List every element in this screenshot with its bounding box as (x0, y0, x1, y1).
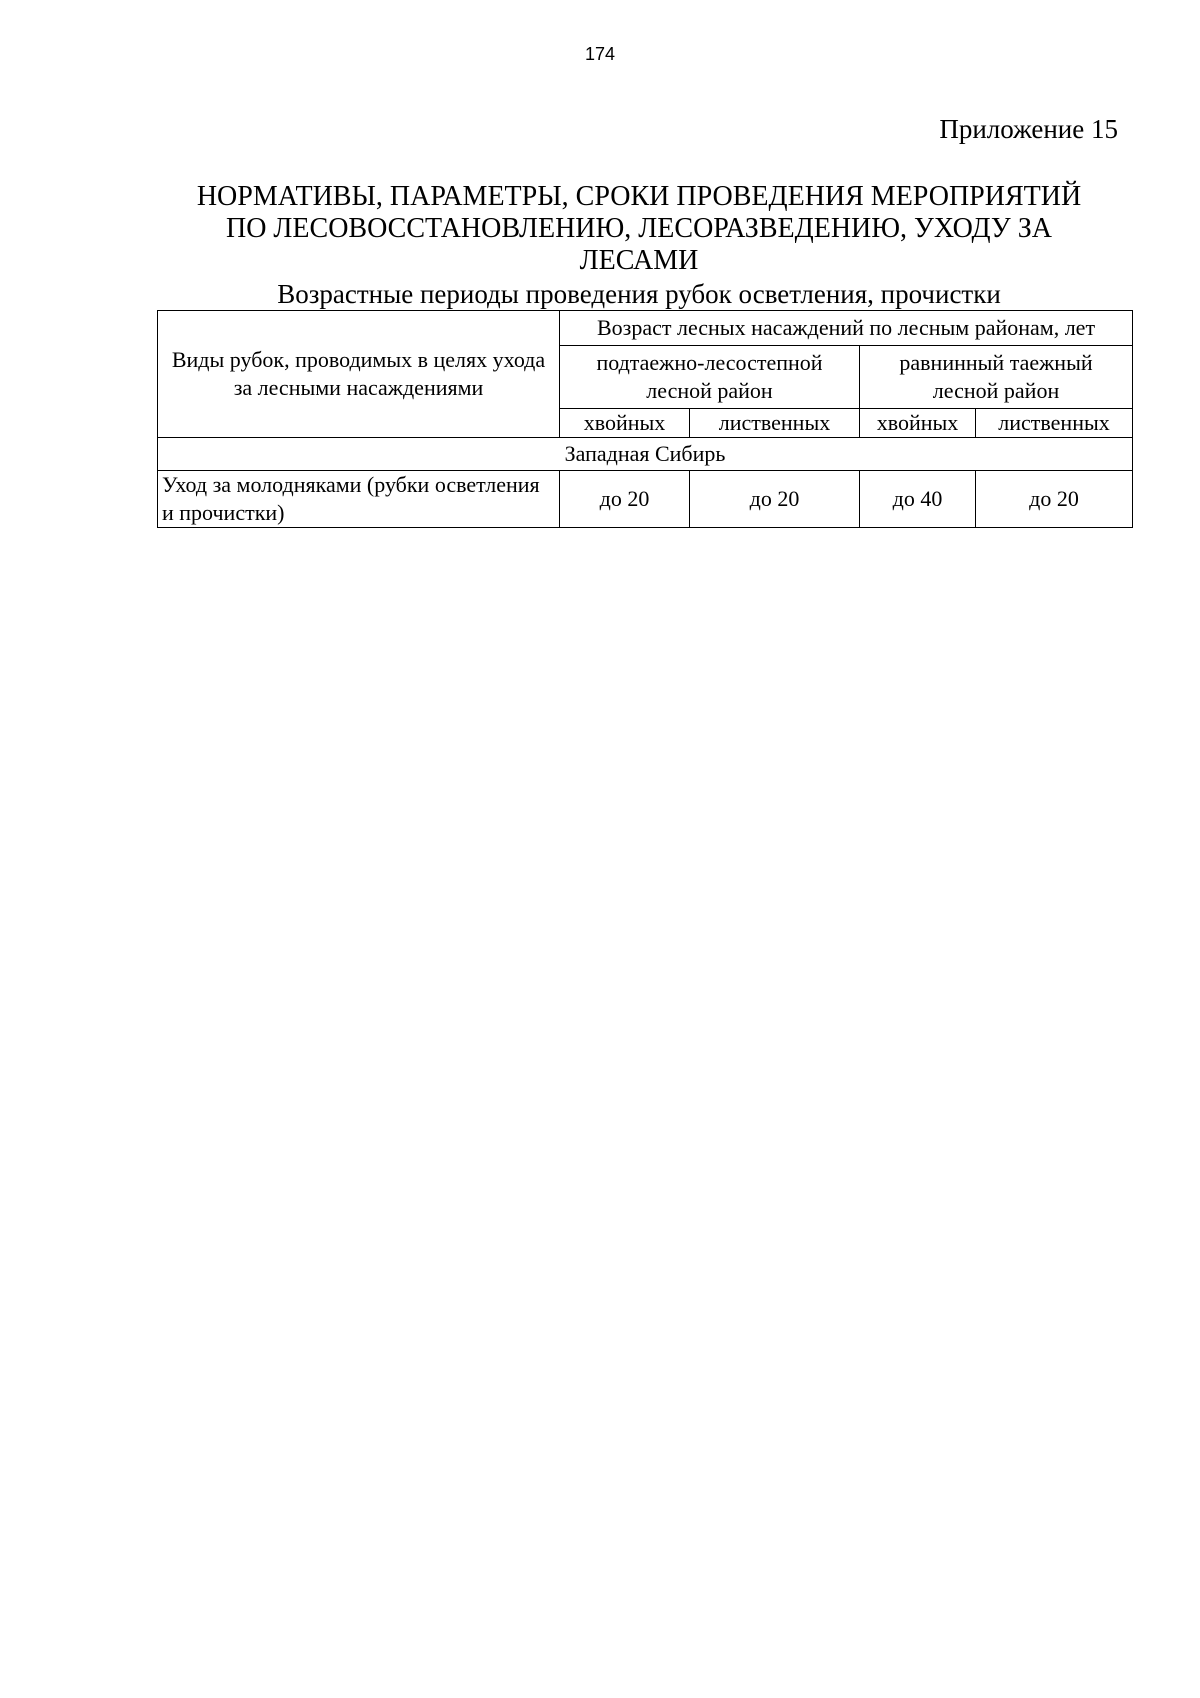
age-header: Возраст лесных насаждений по лесным районам, лет (560, 311, 1133, 346)
species-header-deciduous: лиственных (976, 409, 1133, 438)
page-number: 174 (584, 44, 616, 64)
value-cell: до 40 (860, 471, 976, 528)
header-row-1 (158, 311, 1133, 346)
felling-type-header: Виды рубок, проводимых в целях ухода за лесными насаждениями (158, 311, 560, 438)
region-label: Западная Сибирь (158, 438, 1133, 471)
table-row (158, 471, 1133, 528)
appendix-label: Приложение 15 (939, 114, 1118, 144)
species-header-coniferous: хвойных (860, 409, 976, 438)
district-header-plain-taiga: равнинный таежный лесной район (860, 346, 1133, 409)
species-header-coniferous: хвойных (560, 409, 690, 438)
district-header-subtaiga: подтаежно-лесостепной лесной район (560, 346, 860, 409)
document-title (150, 181, 1128, 277)
felling-type-cell: Уход за молодняками (рубки осветления и прочистки) (158, 471, 560, 528)
norms-table (157, 310, 1133, 528)
title-line-2: ПО ЛЕСОВОССТАНОВЛЕНИЮ, ЛЕСОРАЗВЕДЕНИЮ, УХОДУ ЗА (225, 213, 1052, 244)
title-line-1: НОРМАТИВЫ, ПАРАМЕТРЫ, СРОКИ ПРОВЕДЕНИЯ МЕРОПРИЯТИЙ (196, 181, 1082, 212)
value-cell: до 20 (976, 471, 1133, 528)
title-line-3: ЛЕСАМИ (579, 245, 699, 276)
value-cell: до 20 (690, 471, 860, 528)
value-cell: до 20 (560, 471, 690, 528)
table-caption: Возрастные периоды проведения рубок осветления, прочистки (277, 279, 1001, 309)
species-header-deciduous: лиственных (690, 409, 860, 438)
region-row (158, 438, 1133, 471)
